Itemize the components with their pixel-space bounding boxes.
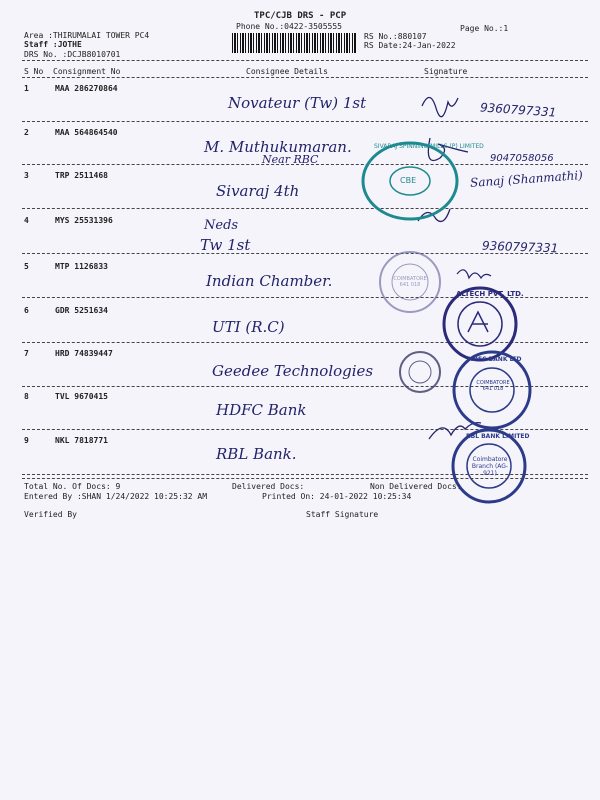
divider	[22, 478, 588, 479]
handwritten-consignee: Tw 1st	[200, 236, 251, 254]
row-sno: 8	[24, 392, 29, 401]
non-delivered-docs: Non Delivered Docs:	[370, 482, 462, 491]
divider	[22, 60, 588, 61]
staff-signature: Staff Signature	[306, 510, 379, 519]
handwritten-consignee: UTI (R.C)	[212, 318, 285, 336]
divider	[22, 77, 588, 78]
col-consignment: Consignment No	[53, 67, 121, 76]
stamp-text: CBE	[400, 176, 417, 185]
col-signature: Signature	[424, 67, 468, 76]
institution-stamp	[378, 250, 442, 314]
handwritten-phone: 9047058056	[490, 153, 554, 164]
row-consignment: HRD 74839447	[55, 349, 113, 358]
handwritten-consignee: Indian Chamber.	[206, 272, 333, 290]
row-consignment: MAA 564864540	[55, 128, 118, 137]
company-stamp	[360, 140, 484, 222]
handwritten-consignee: Novateur (Tw) 1st	[228, 94, 367, 112]
handwritten-consignee: Near RBC	[262, 153, 319, 166]
handwritten-signature: Sanaj (Shanmathi)	[469, 168, 584, 190]
row-sno: 4	[24, 216, 29, 225]
handwritten-consignee: M. Muthukumaran.	[204, 138, 352, 156]
stamp-text: ALTECH PVT. LTD.	[456, 290, 524, 298]
handwritten-phone: 9360797331	[479, 100, 557, 120]
rs-date: RS Date:24-Jan-2022	[364, 41, 456, 50]
row-consignment: NKL 7818771	[55, 436, 108, 445]
stamp-text: Coimbatore Branch (AG-921)	[471, 456, 509, 477]
col-consignee: Consignee Details	[246, 67, 328, 76]
document-title: TPC/CJB DRS - PCP	[254, 11, 347, 21]
phone-number: Phone No.:0422-3505555	[236, 22, 342, 31]
row-sno: 3	[24, 171, 29, 180]
row-sno: 1	[24, 84, 29, 93]
rs-number: RS No.:880107	[364, 32, 427, 41]
row-sno: 5	[24, 262, 29, 271]
drs-number: DRS No. :DCJB8010701	[24, 50, 121, 59]
row-sno: 9	[24, 436, 29, 445]
stamp-text: RBL BANK LIMITED	[466, 433, 530, 440]
staff-label: Staff :JOTHE	[24, 40, 82, 49]
handwritten-consignee: Neds	[204, 218, 239, 233]
row-consignment: MYS 25531396	[55, 216, 113, 225]
row-consignment: TRP 2511468	[55, 171, 108, 180]
row-divider	[22, 121, 588, 122]
row-sno: 2	[24, 128, 29, 137]
row-sno: 7	[24, 349, 29, 358]
row-consignment: TVL 9670415	[55, 392, 108, 401]
delivered-docs: Delivered Docs:	[232, 482, 305, 491]
row-consignment: GDR 5251634	[55, 306, 108, 315]
signature-scribble	[455, 262, 495, 282]
handwritten-consignee: RBL Bank.	[216, 445, 297, 463]
handwritten-phone: 9360797331	[481, 238, 559, 256]
stamp-text: COIMBATORE 641 018	[476, 380, 510, 392]
row-consignment: MTP 1126833	[55, 262, 108, 271]
entered-by: Entered By :SHAN 1/24/2022 10:25:32 AM	[24, 492, 208, 501]
bank-stamp	[446, 428, 532, 504]
total-docs: Total No. Of Docs: 9	[24, 482, 121, 491]
printed-on: Printed On: 24-01-2022 10:25:34	[262, 492, 412, 501]
institution-seal	[398, 350, 442, 394]
stamp-text: HDFC BANK LTD	[468, 356, 522, 363]
area-label: Area :THIRUMALAI TOWER PC4	[24, 31, 150, 40]
col-sno: S No	[24, 67, 44, 76]
barcode	[232, 33, 356, 53]
handwritten-consignee: HDFC Bank	[216, 401, 307, 419]
handwritten-consignee: Sivaraj 4th	[216, 182, 300, 200]
stamp-text: COIMBATORE 641 018	[393, 276, 427, 288]
stamp-text: SIVARAJ SPINNING MILLS (P) LIMITED	[374, 143, 484, 150]
bank-stamp	[452, 350, 532, 430]
verified-by: Verified By	[24, 510, 77, 519]
row-divider	[22, 208, 588, 209]
handwritten-consignee: Geedee Technologies	[212, 362, 374, 380]
row-consignment: MAA 286270864	[55, 84, 118, 93]
page-number: Page No.:1	[460, 24, 509, 33]
row-sno: 6	[24, 306, 29, 315]
